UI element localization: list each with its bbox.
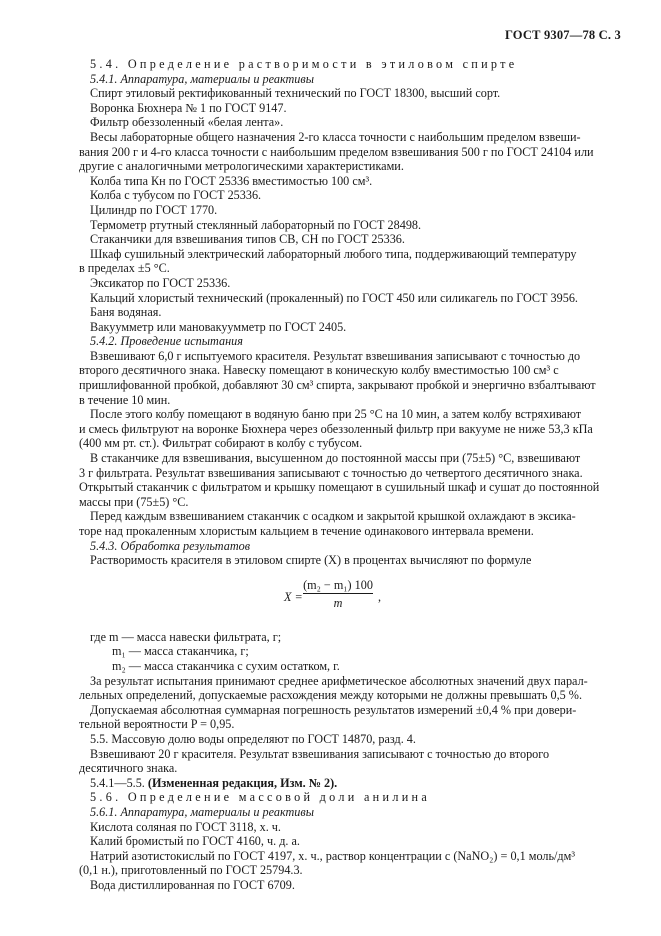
subsection-5-6-1: 5.6.1. Аппаратура, материалы и реактивы	[90, 804, 314, 819]
line: (400 мм рт. ст.). Фильтрат собирают в колбу с тубусом.	[79, 436, 363, 451]
definition-line: m₂ — масса стаканчика с сухим остатком, г.	[112, 658, 340, 673]
line: (0,1 н.), приготовленный по ГОСТ 25794.3.	[79, 863, 303, 878]
line: Натрий азотистокислый по ГОСТ 4197, х. ч., раствор концентрации c (NaNO₂) = 0,1 моль/дм³	[90, 848, 575, 863]
line: Фильтр обеззоленный «белая лента».	[90, 115, 284, 130]
line: пришлифованной пробкой, добавляют 30 см³ спирта, закрывают пробкой и энергично взбалтывают	[79, 378, 596, 393]
line: Термометр ртутный стеклянный лабораторный по ГОСТ 28498.	[90, 217, 422, 232]
line: 5.5. Массовую долю воды определяют по ГОСТ 14870, разд. 4.	[90, 731, 416, 746]
line: Вакуумметр или мановакуумметр по ГОСТ 2405.	[90, 319, 347, 334]
line: За результат испытания принимают среднее арифметическое абсолютных значений двух парал-	[90, 673, 588, 688]
line: десятичного знака.	[79, 761, 178, 776]
line: Кислота соляная по ГОСТ 3118, х. ч.	[90, 819, 281, 834]
formula-comma: ,	[378, 589, 382, 604]
line: второго десятичного знака. Навеску помещают в коническую колбу вместимостью 100 см³ с	[79, 363, 559, 378]
amendment-text: (Измененная редакция, Изм. № 2).	[147, 775, 338, 790]
line: Вода дистиллированная по ГОСТ 6709.	[90, 877, 295, 892]
amendment-range: 5.4.1—5.5.	[90, 775, 148, 790]
line: Эксикатор по ГОСТ 25336.	[90, 275, 231, 290]
section-heading-5-4: 5.4. Определение растворимости в этиловом спирте	[90, 57, 518, 71]
page-header: ГОСТ 9307—78 С. 3	[504, 28, 621, 42]
line: лельных определений, допускаемые расхождения между которыми не должны превышать 0,5 %.	[79, 688, 583, 703]
line: Калий бромистый по ГОСТ 4160, ч. д. а.	[90, 834, 300, 849]
line: Взвешивают 6,0 г испытуемого красителя. Результат взвешивания записывают с точностью до	[90, 348, 581, 363]
formula-numerator: (m₂ − m₁) 100	[303, 578, 373, 595]
line: Кальций хлористый технический (прокаленный) по ГОСТ 450 или силикагель по ГОСТ 3956.	[90, 290, 578, 305]
line: Колба типа Кн по ГОСТ 25336 вместимостью 100 см³.	[90, 173, 373, 188]
line: 3 г фильтрата. Результат взвешивания записывают с точностью до четвертого десятичного знака.	[79, 465, 583, 480]
line: Воронка Бюхнера № 1 по ГОСТ 9147.	[90, 100, 287, 115]
line: вания 200 г и 4-го класса точности с наибольшим пределом взвешивания 500 г по ГОСТ 24104 или	[79, 144, 594, 159]
amendment-note	[89, 776, 601, 791]
line: Цилиндр по ГОСТ 1770.	[90, 202, 218, 217]
line: После этого колбу помещают в водяную баню при 25 °С на 10 мин, а затем колбу встряхивают	[90, 407, 582, 422]
subsection-5-4-1: 5.4.1. Аппаратура, материалы и реактивы	[90, 71, 314, 86]
definition-line: где m — масса навески фильтрата, г;	[90, 629, 282, 644]
section-heading-5-6: 5.6. Определение массовой доли анилина	[90, 790, 431, 805]
line: В стаканчике для взвешивания, высушенном до постоянной массы при (75±5) °С, взвешивают	[90, 451, 581, 466]
document-body	[79, 57, 601, 892]
line: Шкаф сушильный электрический лабораторный любого типа, поддерживающий температуру	[90, 246, 577, 261]
line: Допускаемая абсолютная суммарная погрешность результатов измерений ±0,4 % при довери-	[90, 702, 577, 717]
solubility-formula	[89, 578, 601, 618]
line: Перед каждым взвешиванием стаканчик с осадком и закрытой крышкой охлаждают в эксика-	[90, 509, 576, 524]
line: Открытый стаканчик с фильтратом и крышку помещают в сушильный шкаф и сушат до постоянной	[79, 480, 600, 495]
line: торе над прокаленным хлористым кальцием в течение одинакового интервала времени.	[79, 524, 534, 538]
line: в пределах ±5 °С.	[79, 261, 170, 276]
line: в течение 10 мин.	[79, 392, 171, 407]
line: другие с аналогичными метрологическими характеристиками.	[79, 159, 404, 174]
line: Весы лабораторные общего назначения 2-го класса точности с наибольшим пределом взвеши-	[90, 129, 581, 144]
subsection-5-4-3: 5.4.3. Обработка результатов	[90, 538, 251, 553]
line: и смесь фильтруют на воронке Бюхнера через обеззоленный фильтр при вакууме не ниже 53,3 кПа	[79, 421, 593, 436]
line: Взвешивают 20 г красителя. Результат взвешивания записывают с точностью до второго	[90, 746, 550, 761]
line: Спирт этиловый ректификованный технический по ГОСТ 18300, высший сорт.	[90, 86, 501, 101]
formula-fraction	[303, 578, 373, 611]
line: Колба с тубусом по ГОСТ 25336.	[90, 188, 262, 203]
formula-lhs: X =	[284, 589, 303, 604]
line: Баня водяная.	[90, 305, 162, 320]
definition-line: m₁ — масса стаканчика, г;	[112, 644, 249, 659]
formula-denominator: m	[333, 596, 343, 611]
line: массы при (75±5) °С.	[79, 494, 189, 509]
subsection-5-4-2: 5.4.2. Проведение испытания	[90, 334, 243, 349]
line: Растворимость красителя в этиловом спирте (X) в процентах вычисляют по формуле	[90, 553, 532, 568]
line: Стаканчики для взвешивания типов СВ, СН по ГОСТ 25336.	[90, 232, 405, 247]
line: тельной вероятности P = 0,95.	[79, 717, 235, 732]
